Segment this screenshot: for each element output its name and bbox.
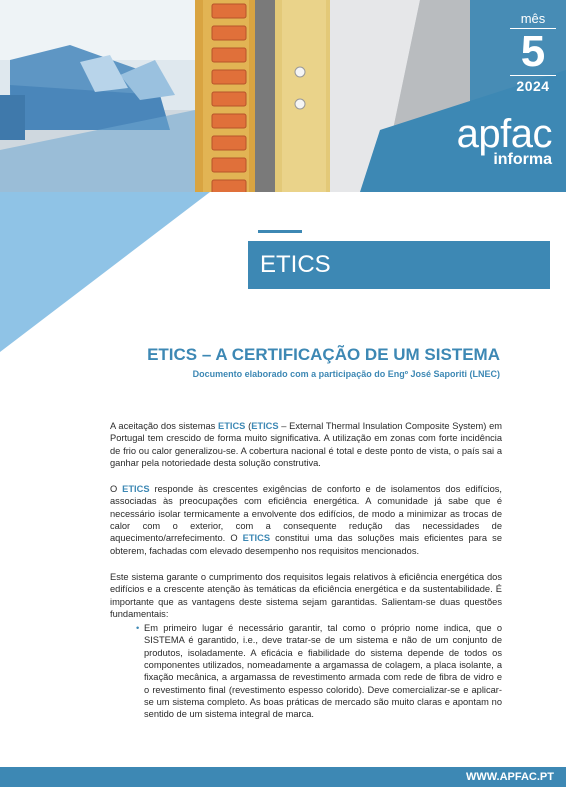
paragraph-3: Este sistema garante o cumprimento dos requisitos legais relativos à eficiência energética dos edifícios e a crescente atenção às temáticas da eficiência energética e da sustentabilidade. É importante que as vantagens deste sistema sejam garantidas. Salientam-se duas questões fundamentais:	[110, 571, 502, 619]
article-subtitle: Documento elaborado com a participação do Engº José Saporiti (LNEC)	[192, 369, 500, 379]
keyword-etics: ETICS	[251, 421, 279, 431]
header-banner	[0, 0, 566, 192]
footer-bar	[0, 767, 566, 787]
list-item: • Em primeiro lugar é necessário garantir, tal como o próprio nome indica, que o SISTEMA é garantido, i.e., deve tratar-se de um sistema e não de um conjunto de produtos, isoladamente. A eficácia e fiabilidade do sistema depende de todos os componentes utilizados, nomeadamente a argamassa de colagem, a placa isolante, a fixação mecânica, a argamassa de revestimento armada com rede de fibra de vidro e o revestimento final (revestimento espesso colorido). Deve comercializar-se e aplicar-se um sistema completo. As boas práticas de mercado são muito claras e apontam no sentido de um sistema integral de marca.	[136, 623, 502, 720]
brand-name: apfac	[456, 112, 552, 156]
article-title: ETICS – A CERTIFICAÇÃO DE UM SISTEMA	[147, 345, 500, 364]
bullet-icon: •	[136, 623, 140, 634]
keyword-etics: ETICS	[242, 533, 271, 544]
brand-logo	[457, 114, 552, 168]
section-title: ETICS	[248, 241, 550, 289]
website-link[interactable]: WWW.APFAC.PT	[466, 771, 554, 783]
issue-date-box	[510, 12, 556, 94]
section-rule	[258, 230, 302, 233]
month-number: 5	[520, 27, 546, 76]
decorative-triangle	[0, 192, 210, 352]
bullet-list	[110, 622, 502, 720]
paragraph-1: A aceitação dos sistemas ETICS (ETICS – External Thermal Insulation Composite System) em Portugal tem crescido de forma muito significativa. A utilização em zonas com forte incidência de frio ou calor generalizou-se. A cobertura nacional é total e deste ponto de vista, o país sai a ganhar pela notoriedade desta solução construtiva.	[110, 421, 502, 468]
month-label: mês	[510, 12, 556, 29]
article-body	[110, 420, 502, 721]
brand-subtitle: informa	[493, 151, 552, 168]
keyword-etics: ETICS	[218, 421, 246, 431]
keyword-etics: ETICS	[122, 484, 150, 495]
issue-year: 2024	[510, 75, 556, 94]
paragraph-2: O ETICS responde às crescentes exigências de conforto e de isolamentos dos edifícios, associadas às preocupações com eficiência energética. A comunidade já sabe que é necessário isolar termicamente a envolvente dos edifícios, de modo a minimizar as trocas de calor com o exterior, com a consequente redução das necessidades de aquecimento/arrefecimento. O ETICS constitui uma das soluções mais eficientes para se obterem, fachadas com elevado desempenho nos requisitos mencionados.	[110, 484, 502, 556]
